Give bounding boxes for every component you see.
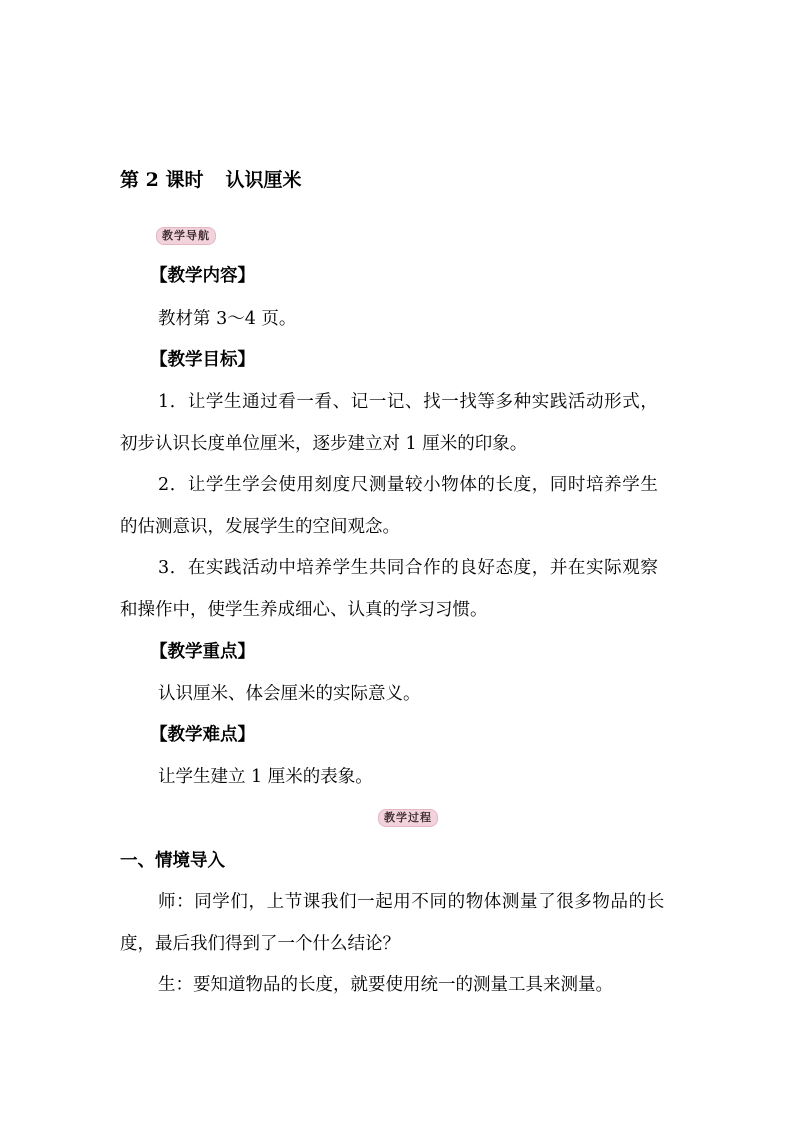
lesson-number: 第 2 课时 — [120, 169, 204, 191]
content-text: 教材第 3～4 页。 — [158, 309, 297, 329]
step-1-heading: 一、情境导入 — [120, 851, 225, 871]
teaching-process-badge: 教学过程 — [378, 809, 438, 827]
teacher-line-1: 师：同学们，上节课我们一起用不同的物体测量了很多物品的长 — [158, 892, 665, 912]
goal-2-line-2: 的估测意识，发展学生的空间观念。 — [120, 517, 400, 537]
goal-3-line-1: 3．在实践活动中培养学生共同合作的良好态度，并在实际观察 — [158, 558, 659, 578]
difficulties-text: 让学生建立 1 厘米的表象。 — [158, 767, 373, 787]
goals-heading: 【教学目标】 — [150, 350, 255, 370]
lesson-name: 认识厘米 — [225, 169, 302, 191]
teaching-nav-badge: 教学导航 — [156, 227, 216, 245]
goal-3-line-2: 和操作中，使学生养成细心、认真的学习习惯。 — [120, 600, 488, 620]
key-points-text: 认识厘米、体会厘米的实际意义。 — [158, 684, 421, 704]
content-heading: 【教学内容】 — [150, 266, 255, 286]
lesson-title — [120, 165, 301, 192]
key-points-heading: 【教学重点】 — [150, 642, 255, 662]
teacher-line-2: 度，最后我们得到了一个什么结论？ — [120, 934, 400, 954]
goal-1-line-2: 初步认识长度单位厘米，逐步建立对 1 厘米的印象。 — [120, 434, 528, 454]
goal-1-line-1: 1．让学生通过看一看、记一记、找一找等多种实践活动形式， — [158, 392, 659, 412]
student-line: 生：要知道物品的长度，就要使用统一的测量工具来测量。 — [158, 975, 613, 995]
goal-2-line-1: 2．让学生学会使用刻度尺测量较小物体的长度，同时培养学生 — [158, 475, 659, 495]
difficulties-heading: 【教学难点】 — [150, 725, 255, 745]
